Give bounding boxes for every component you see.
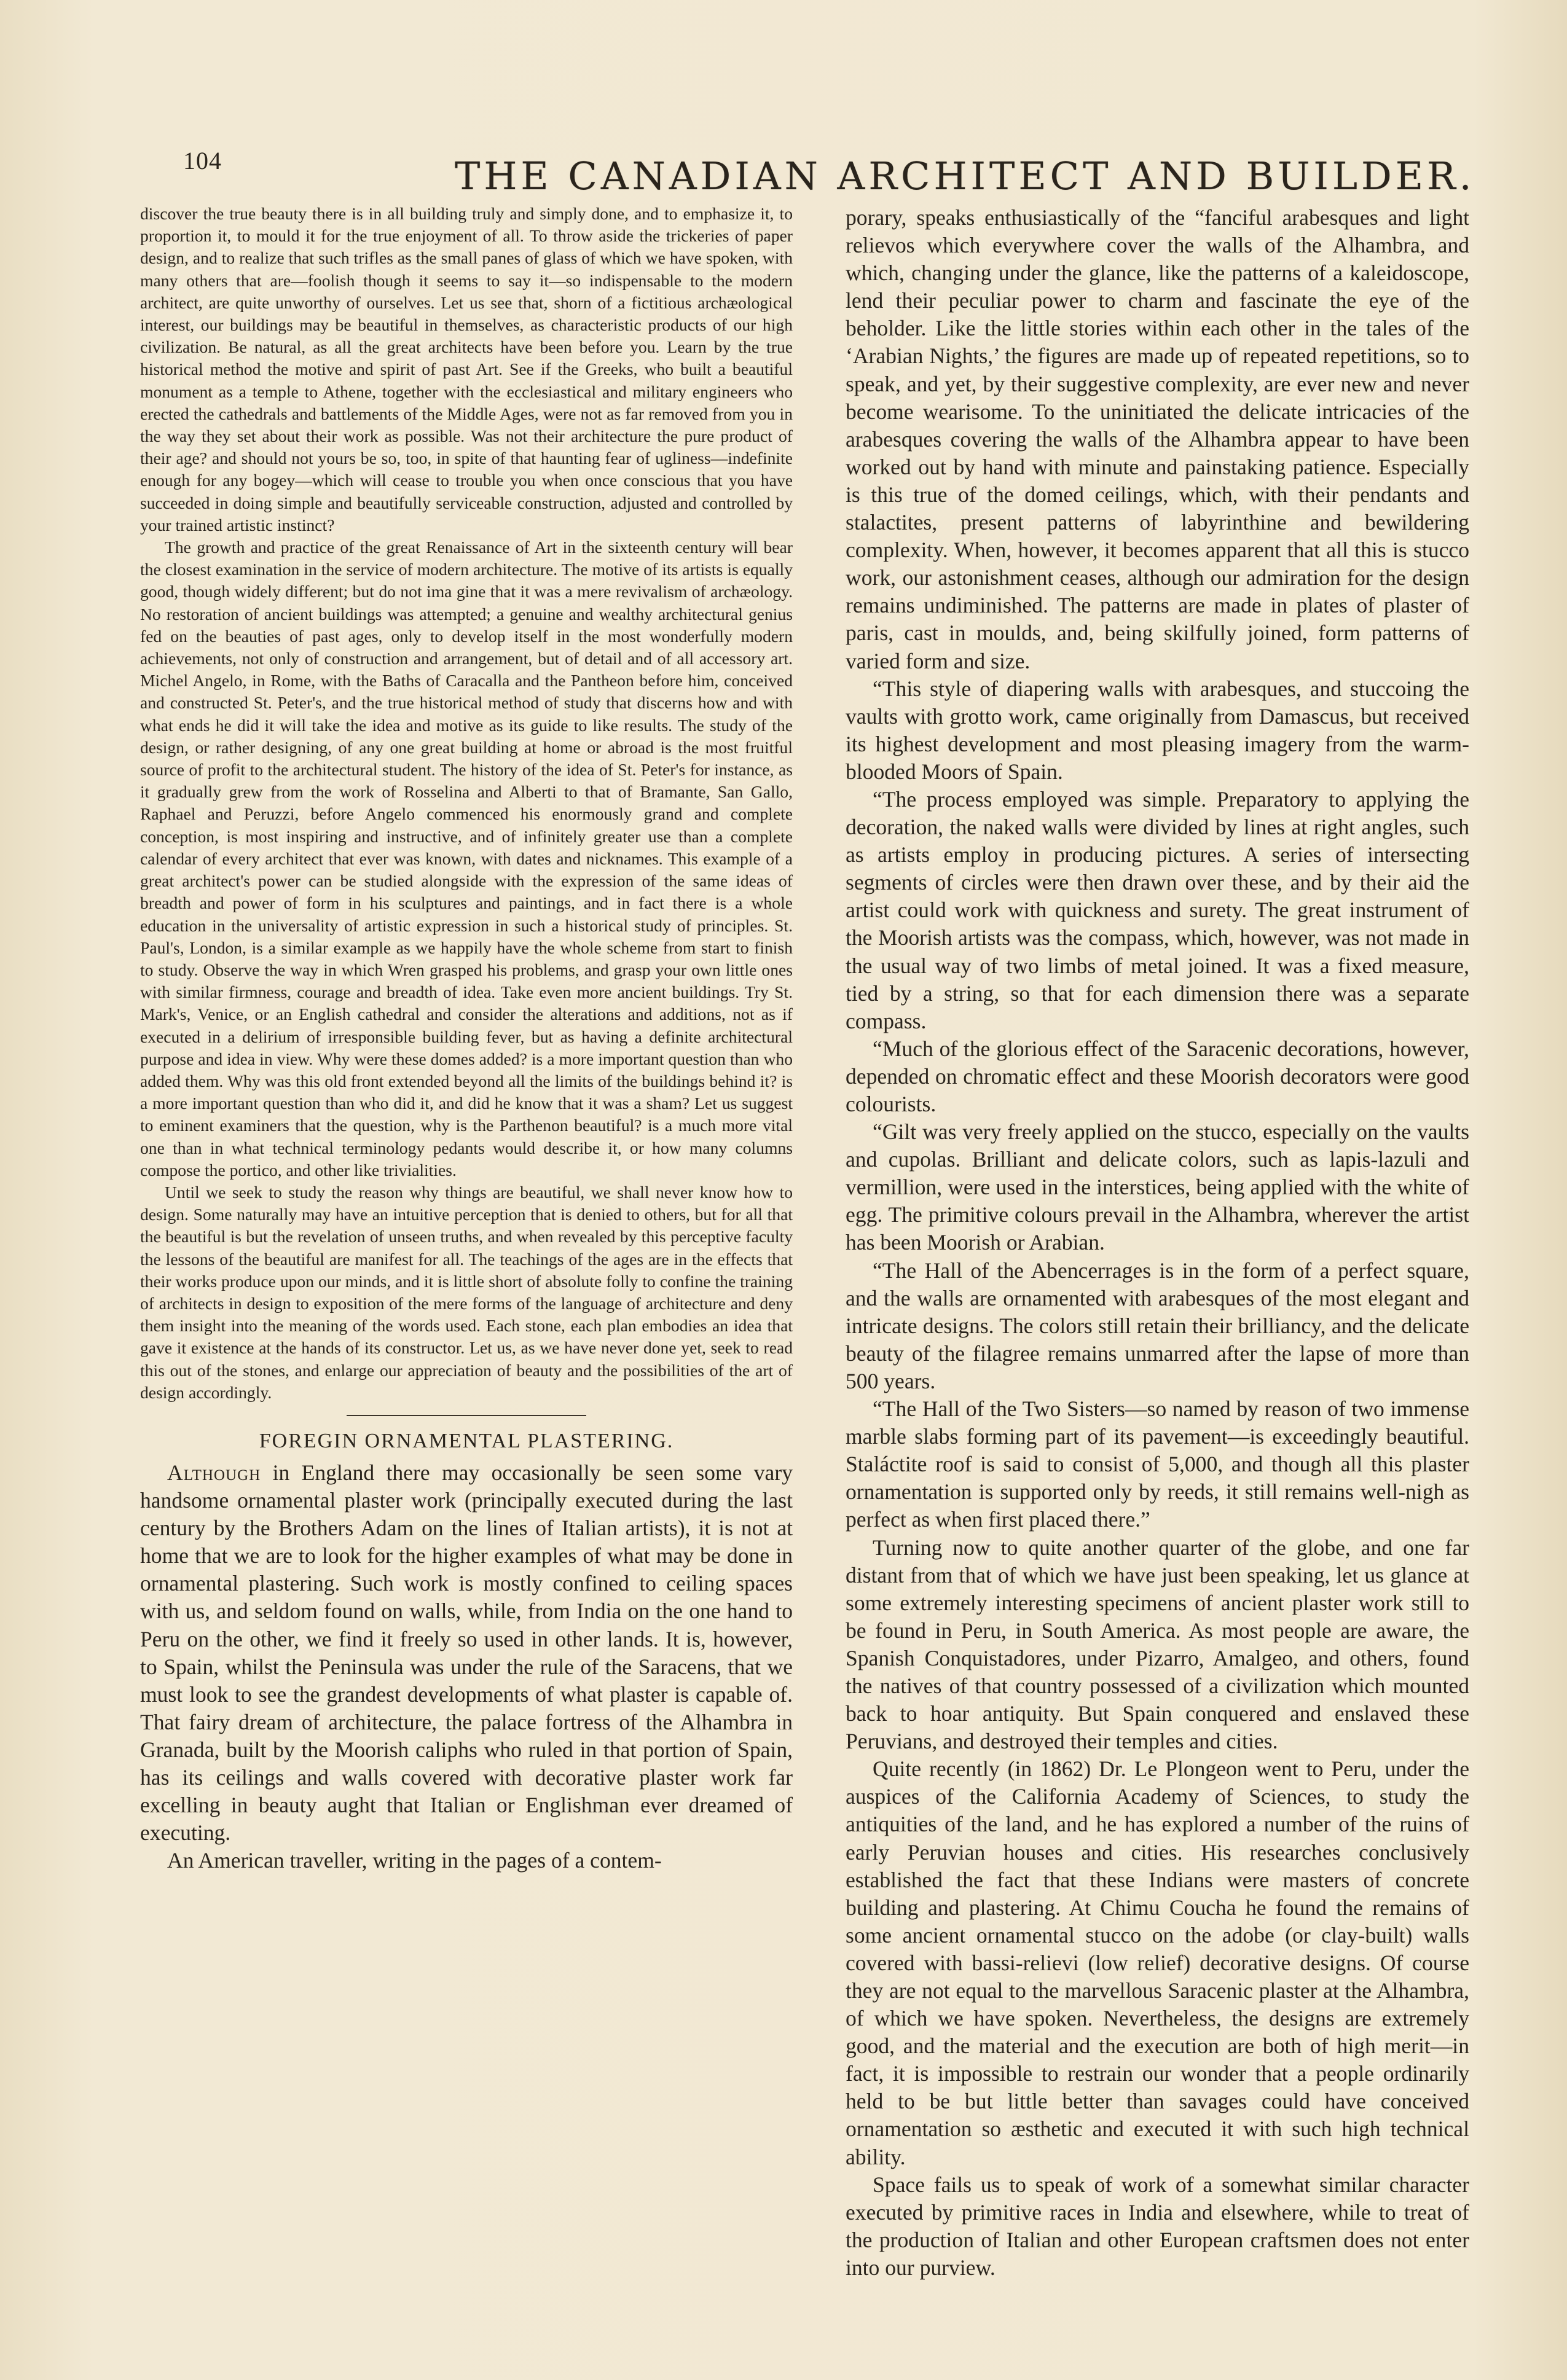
article-body-left: [140, 1459, 793, 1874]
paragraph: The growth and practice of the great Renaissance of Art in the sixteenth century will bear the closest examination in the service of modern architecture. The motive of its artists is equally good, though widely different; but do not ima gine that it was a mere revivalism of archæology. No restoration of ancient buildings was attempted; a genuine and wealthy architectural genius fed on the beauties of past ages, only to develop itself in the most wonderfully modern achievements, not only of construction and arrangement, but of detail and of all accessory art. Michel Angelo, in Rome, with the Baths of Caracalla and the Pantheon before him, conceived and constructed St. Peter's, and the true historical method of study that discerns how and with what ends he did it will take the idea and motive as its guide to like results. The study of the design, or rather designing, of any one great building at home or abroad is the most fruitful source of profit to the architectural student. The history of the idea of St. Peter's for instance, as it gradually grew from the work of Rosselina and Alberti to that of Bramante, San Gallo, Raphael and Peruzzi, before Angelo commenced his enormously grand and complete conception, is most inspiring and instructive, and of infinitely greater use than a complete calendar of every architect that ever was known, with dates and nicknames. This example of a great architect's power can be studied alongside with the expression of the same ideas of breadth and power of form in his sculptures and paintings, and in fact there is a whole education in the universality of artistic expression in such a historical study of principles. St. Paul's, London, is a similar example as we happily have the whole scheme from start to finish to study. Observe the way in which Wren grasped his problems, and grasp your own little ones with similar firmness, courage and breadth of idea. Take even more ancient buildings. Try St. Mark's, Venice, or an English cathedral and consider the alterations and additions, not as if executed in a delirium of irresponsible building fever, but as having a definite architectural purpose and idea in view. Why were these domes added? is a more important question than who added them. Why was this old front extended beyond all the limits of the buildings behind it? is a more important question than who did it, and did he know that it was a sham? Let us suggest to eminent examiners that the question, why is the Parthenon beautiful? is a much more vital one than in what technical terminology pedants would describe it, or how many columns compose the portico, and other like trivialities.: [140, 538, 793, 1180]
paragraph: discover the true beauty there is in all building truly and simply done, and to emphasize it, to proportion it, to mould it for the true enjoyment of all. To throw aside the trickeries of paper design, and to realize that such trifles as the small panes of glass of which we have spoken, with many others that are—foolish though it seems to say it—so indispensable to the modern architect, are quite unworthy of ourselves. Let us see that, shorn of a fictitious archæological interest, our buildings may be beautiful in themselves, as characteristic products of our high civilization. Be natural, as all the great architects have been before you. Learn by the true historical method the motive and spirit of past Art. See if the Greeks, who built a beautiful monument as a temple to Athene, together with the ecclesiastical and military engineers who erected the cathedrals and battlements of the Middle Ages, were not as far removed from you in the way they set about their work as possible. Was not their architecture the pure product of their age? and should not yours be so, too, in spite of that haunting fear of ugliness—indefinite enough for any bogey—which will cease to trouble you when once conscious that you have succeeded in doing simple and beautifully serviceable construction, adjusted and controlled by your trained artistic instinct?: [140, 204, 793, 534]
paragraph: “Much of the glorious effect of the Saracenic decorations, however, depended on chromatic effect and these Moorish decorators were good colourists.: [846, 1036, 1469, 1116]
paragraph-text: in England there may occasionally be seen some vary handsome ornamental plaster work (principally executed during the last century by the Brothers Adam on the lines of Italian artists), it is not at home that we are to look for the higher examples of what may be done in ornamental plastering. Such work is mostly confined to ceiling spaces with us, and seldom found on walls, while, from India on the one hand to Peru on the other, we find it freely so used in other lands. It is, however, to Spain, whilst the Peninsula was under the rule of the Saracens, that we must look to see the grandest developments of what plaster is capable of. That fairy dream of architecture, the palace fortress of the Alhambra in Granada, built by the Moorish caliphs who ruled in that portion of Spain, has its ceilings and walls covered with decorative plaster work far excelling in beauty aught that Italian or Englishman ever dreamed of executing.: [140, 1460, 793, 1846]
paragraph: “The process employed was simple. Preparatory to applying the decoration, the naked walls were divided by lines at right angles, such as artists employ in producing pictures. A series of intersecting segments of circles were then drawn over these, and by their aid the artist could work with quickness and surety. The great instrument of the Moorish artists was the compass, which, however, was not made in the usual way of two limbs of metal joined. It was a fixed measure, tied by a string, so that for each dimension there was a separate compass.: [846, 786, 1469, 1033]
section-heading: FOREGIN ORNAMENTAL PLASTERING.: [259, 1429, 674, 1452]
section-divider: [347, 1415, 586, 1416]
paragraph: “The Hall of the Abencerrages is in the form of a perfect square, and the walls are ornamented with arabesques of the most elegant and intricate designs. The colors still retain their brilliancy, and the delicate beauty of the filagree remains unmarred after the lapse of more than 500 years.: [846, 1258, 1469, 1393]
paragraph: An American traveller, writing in the pages of a contem-: [167, 1848, 662, 1873]
paragraph: Quite recently (in 1862) Dr. Le Plongeon went to Peru, under the auspices of the California Academy of Sciences, to study the antiquities of the land, and he has explored a number of the ruins of early Peruvian houses and cities. His researches conclusively established the fact that these Indians were masters of concrete building and plastering. At Chimu Coucha he found the remains of some ancient ornamental stucco on the adobe (or clay-built) walls covered with bassi-relievi (low relief) decorative designs. Of course they are not equal to the marvellous Saracenic plaster at the Alhambra, of which we have spoken. Nevertheless, the designs are extremely good, and the material and the execution are both of high merit—in fact, it is impossible to restrain our wonder that a people ordinarily held to be but little better than savages could have conceived ornamentation so æsthetic and executed it with such high technical ability.: [846, 1756, 1469, 2169]
right-column: [846, 204, 1469, 2282]
paragraph: Space fails us to speak of work of a somewhat similar character executed by primitive races in India and elsewhere, while to treat of the production of Italian and other European craftsmen does not enter into our purview.: [846, 2172, 1469, 2280]
opening-word: Although: [167, 1460, 261, 1485]
paragraph: Turning now to quite another quarter of the globe, and one far distant from that of which we have just been speaking, let us glance at some extremely interesting specimens of ancient plaster work still to be found in Peru, in South America. As most people are aware, the Spanish Conquistadores, under Pizarro, Amalgeo, and others, found the natives of that country possessed of a civilization which mounted back to hoar antiquity. But Spain conquered and enslaved these Peruvians, and destroyed their temples and cities.: [846, 1535, 1469, 1754]
left-column: [140, 203, 793, 1874]
paragraph: porary, speaks enthusiastically of the “fanciful arabesques and light relievos which everywhere cover the walls of the Alhambra, and which, changing under the glance, like the patterns of a kaleidoscope, lend their peculiar power to charm and fascinate the eye of the beholder. Like the little stories within each other in the tales of the ‘Arabian Nights,’ the figures are made up of repeated repetitions, so to speak, and yet, by their suggestive complexity, are ever new and never become wearisome. To the uninitiated the delicate intricacies of the arabesques covering the walls of the Alhambra appear to have been worked out by hand with minute and painstaking patience. Especially is this true of the domed ceilings, which, with their pendants and stalactites, present patterns of labyrinthine and bewildering complexity. When, however, it becomes apparent that all this is stucco work, our astonishment ceases, although our admiration for the design remains undiminished. The patterns are made in plates of plaster of paris, cast in moulds, and, being skilfully joined, form patterns of varied form and size.: [846, 205, 1469, 673]
essay-continuation: [140, 203, 793, 1404]
paragraph: “This style of diapering walls with arabesques, and stuccoing the vaults with grotto work, came originally from Damascus, but received its highest development and most pleasing imagery from the warm-blooded Moors of Spain.: [846, 676, 1469, 784]
paragraph: Until we seek to study the reason why things are beautiful, we shall never know how to design. Some naturally may have an intuitive perception that is denied to others, but for all that the beautiful is but the revelation of unseen truths, and when revealed by this perceptive faculty the lessons of the beautiful are manifest for all. The teachings of the ages are in the effects that their works produce upon our minds, and it is little short of absolute folly to confine the training of architects in design to exposition of the mere forms of the language of architecture and deny them insight into the meaning of the words used. Each stone, each plan embodies an idea that gave it existence at the hands of its constructor. Let us, as we have never done yet, seek to read this out of the stones, and enlarge our appreciation of beauty and the possibilities of the art of design accordingly.: [140, 1182, 793, 1402]
paragraph: [140, 1459, 793, 1847]
paragraph: “Gilt was very freely applied on the stucco, especially on the vaults and cupolas. Brilliant and delicate colors, such as lapis-lazuli and vermillion, were used in the interstices, being applied with the white of egg. The primitive colours prevail in the Alhambra, wherever the artist has been Moorish or Arabian.: [846, 1119, 1469, 1255]
page-number: 104: [183, 147, 222, 174]
page-title: THE CANADIAN ARCHITECT AND BUILDER.: [455, 154, 1475, 198]
paragraph: “The Hall of the Two Sisters—so named by reason of two immense marble slabs forming part of its pavement—is exceedingly beautiful. Staláctite roof is said to consist of 5,000, and though all this plaster ornamentation is supported only by reeds, it still remains well-nigh as perfect as when first placed there.”: [846, 1396, 1469, 1532]
